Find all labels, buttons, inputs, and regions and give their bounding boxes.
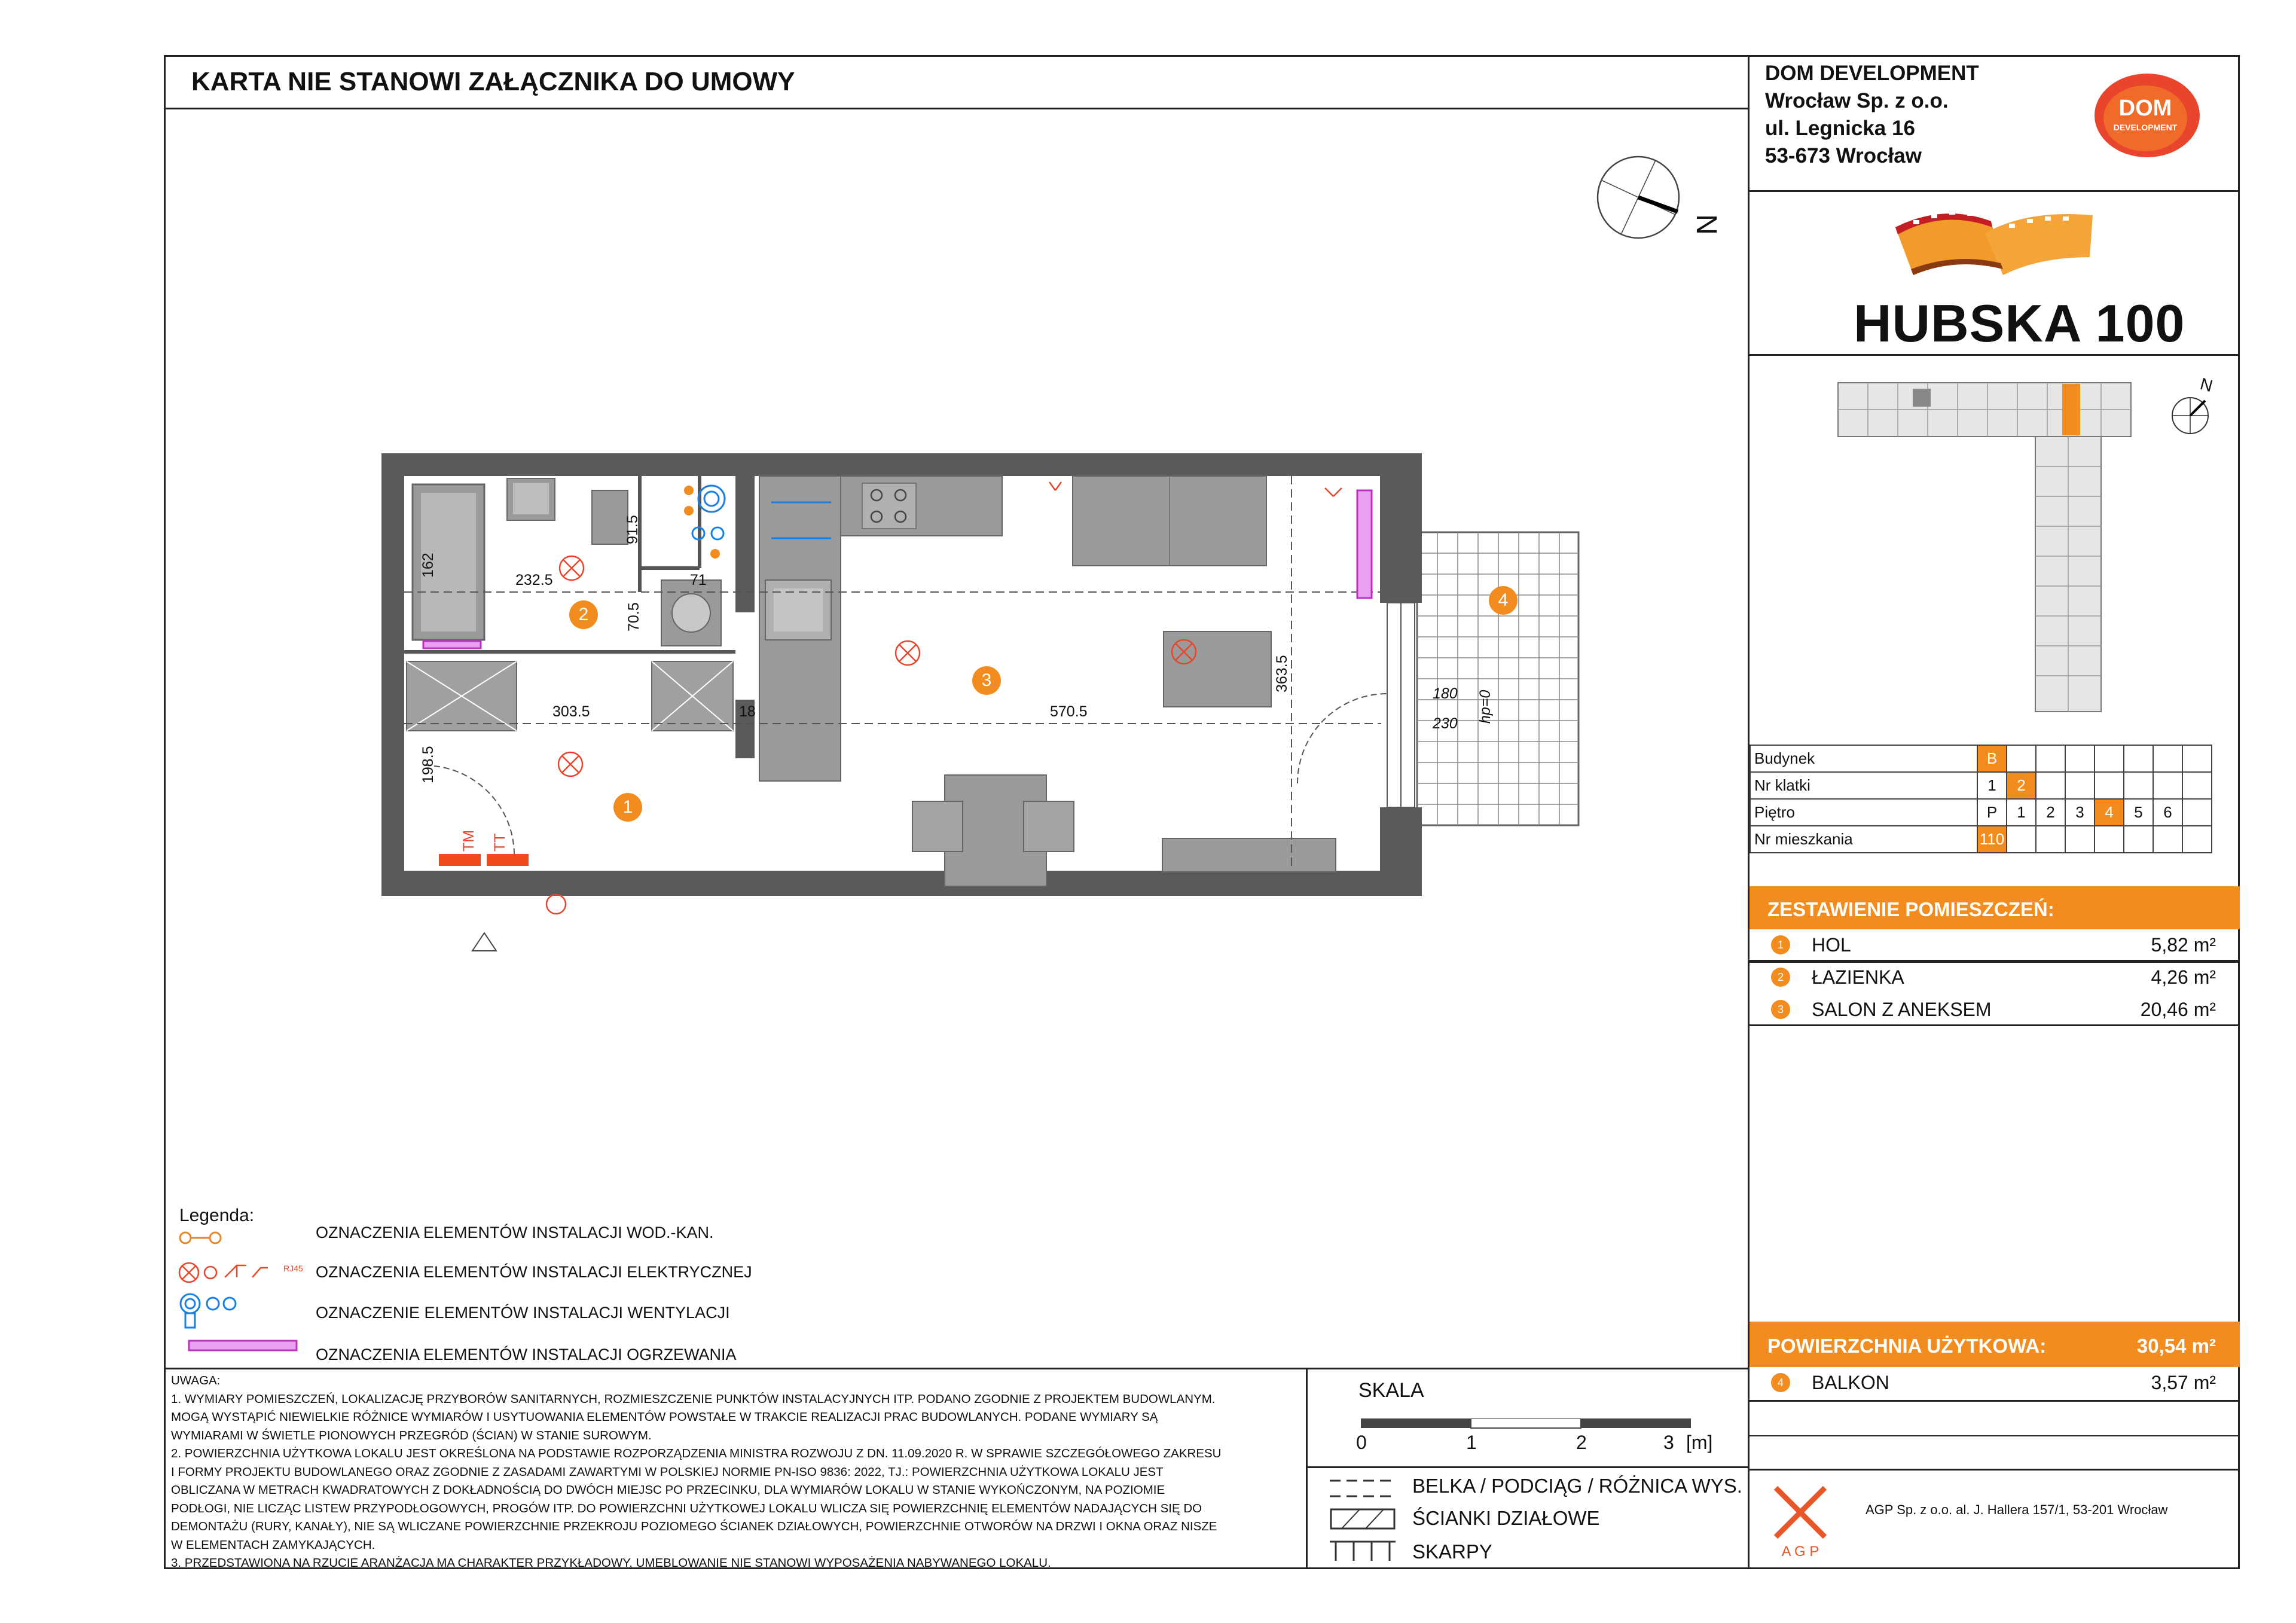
project-divider [1750,354,2240,356]
room-number-badge: 4 [1771,1373,1790,1392]
usable-area-label: POWIERZCHNIA UŻYTKOWA: [1767,1335,2047,1357]
key-plan-compass [2169,389,2217,437]
page-title: KARTA NIE STANOWI ZAŁĄCZNIKA DO UMOWY [191,67,795,96]
scale-bar [1361,1418,1691,1429]
notes-line: W ELEMENTACH ZAMYKAJĄCYCH. [171,1537,375,1552]
table-row [1750,772,2212,799]
dim-91-5: 91.5 [624,515,641,544]
klatka-1: 1 [1977,772,2007,799]
dim-hp: hp=0 [1477,690,1494,724]
room-area: 3,57 m² [2151,1372,2216,1393]
notes-title: UWAGA: [171,1374,221,1387]
mieszkanie-value: 110 [1977,826,2007,853]
logo-text-dom: DOM [2118,96,2172,121]
legend-item-ventilation: OZNACZENIE ELEMENTÓW INSTALACJI WENTYLACJI [316,1304,730,1322]
legend-item-heating: OZNACZENIA ELEMENTÓW INSTALACJI OGRZEWANIA [316,1346,737,1363]
dim-303-5: 303.5 [552,703,590,720]
usable-area-bar [1750,1322,2240,1367]
symbol-belka [1330,1477,1396,1501]
klatka-label: Nr klatki [1750,772,1977,799]
table-row [1750,826,2212,853]
key-plan-highlight [2062,384,2080,435]
dim-162: 162 [420,553,436,578]
scale-title: SKALA [1358,1379,1424,1402]
pietro-6: 6 [2153,799,2182,826]
notes-line: OBLICZANA W METRACH KWADRATOWYCH Z DOKŁADNOŚCIĄ DO DWÓCH MIEJSC PO PRZECINKU, DLA WYMIARÓW LOKALU W STANIE WYKOŃCZONYM, NA POZIOMIE [171,1483,1165,1497]
scale-tick-0: 0 [1356,1432,1367,1453]
room-row-balkon [1750,1367,2240,1402]
film-strip-logo [1889,197,2105,293]
notes-line: WYMIARAMI W ŚWIETLE PIONOWYCH PRZEGRÓD (ŚCIAN) W STANIE SUROWYM. [171,1428,652,1442]
header-divider [164,108,1750,109]
dim-230: 230 [1433,715,1458,732]
klatka-2: 2 [2007,772,2036,799]
symbol-label-scianki: ŚCIANKI DZIAŁOWE [1412,1507,1600,1529]
developer-name: DOM DEVELOPMENT [1765,62,1979,85]
info-table [1750,745,2212,853]
heater [1357,490,1372,598]
room-number-badge: 3 [1771,1000,1790,1019]
dim-570-5: 570.5 [1050,703,1088,720]
developer-street: ul. Legnicka 16 [1765,117,1915,140]
pietro-4: 4 [2095,799,2124,826]
pietro-p: P [1977,799,2007,826]
room-name: HOL [1812,934,1851,956]
legend-title: Legenda: [179,1206,255,1225]
notes-block [171,1372,1301,1573]
scale-tick-2: 2 [1576,1432,1587,1453]
dim-71: 71 [690,572,707,588]
table-row [1750,799,2212,826]
pietro-3: 3 [2065,799,2095,826]
room-badge-4: 4 [1489,586,1518,615]
dev-divider [1750,190,2240,192]
footer-split [1306,1368,1308,1569]
pietro-5: 5 [2124,799,2153,826]
developer-company: Wrocław Sp. z o.o. [1765,89,1949,112]
symbol-label-belka: BELKA / PODCIĄG / RÓŻNICA WYS. [1412,1475,1742,1497]
budynek-label: Budynek [1750,745,1977,772]
balcony-tiles [1417,532,1578,825]
dim-70-5: 70.5 [625,602,642,631]
notes-line: DEMONTAŻU (RURY, KANAŁY), NIE SĄ WLICZANE POWIERZCHNIE PRZEKROJU POZIOMEGO ŚCIANEK DZIAŁOWYCH, POWIERZCHNIE OTWORÓW NA DRZWI I OKNA ORAZ NISZE [171,1520,1217,1533]
room-area: 5,82 m² [2151,934,2216,956]
room-badge-3: 3 [972,666,1001,695]
room-area: 4,26 m² [2151,966,2216,988]
notes-line: 3. PRZEDSTAWIONA NA RZUCIE ARANŻACJA MA CHARAKTER PRZYKŁADOWY, UMEBLOWANIE NIE STANOWI WYPOSAŻENIA NABYWANEGO LOKALU. [171,1556,1051,1570]
room-row-hol [1750,929,2240,962]
pietro-1: 1 [2007,799,2036,826]
pietro-label: Piętro [1750,799,1977,826]
room-name: SALON Z ANEKSEM [1812,999,1992,1020]
legend-symbols [177,1226,309,1357]
symbol-skarpy [1330,1538,1396,1562]
notes-line: 2. POWIERZCHNIA UŻYTKOWA LOKALU JEST OKREŚLONA NA PODSTAWIE ROZPORZĄDZENIA MINISTRA ROZWOJU Z DN. 11.09.2020 R. W SPRAWIE SZCZEGÓŁOWEGO ZAKRESU [171,1447,1222,1460]
compass [1590,150,1686,245]
scale-unit: [m] [1686,1432,1713,1453]
budynek-value: B [1977,745,2007,772]
notes-line: PODŁOGI, NIE LICZĄC LISTEW PRZYPODŁOGOWYCH, PROGÓW ITP. DO POWIERZCHNI UŻYTKOWEJ LOKALU WLICZA SIĘ POWIERZCHNIĘ ELEMENTÓW NADAJĄCYCH SIĘ DO [171,1501,1202,1515]
room-badge-2: 2 [569,600,598,629]
legend-item-wodkan: OZNACZENIA ELEMENTÓW INSTALACJI WOD.-KAN. [316,1224,714,1241]
footer-divider [164,1368,1750,1369]
notes-line: 1. WYMIARY POMIESZCZEŃ, LOKALIZACJĘ PRZYBORÓW SANITARNYCH, ROZMIESZCZENIE PUNKTÓW INSTALACYJNYCH ITP. PODANO ZGODNIE Z PROJEKTEM BUDOWLANYM. [171,1392,1216,1406]
developer-address [1765,60,1979,170]
pietro-2: 2 [2036,799,2065,826]
room-row-salon [1750,994,2240,1026]
notes-line: I FORMY PROJEKTU BUDOWLANEGO ORAZ ZGODNIE Z ZASADAMI ZAWARTYMI W POLSKIEJ NORMIE PN-ISO 9836: 2022, TJ.: POWIERZCHNIA UŻYTKOWA LOKALU JEST [171,1465,1164,1479]
dim-363-5: 363.5 [1274,655,1290,692]
project-name: HUBSKA 100 [1854,294,2185,353]
notes-line: MOGĄ WYSTĄPIĆ NIEWIELKIE RÓŻNICE WYMIARÓW I USYTUOWANIA ELEMENTÓW POWSTAŁE W TRAKCIE REALIZACJI PRAC BUDOWLANYCH. PODANE WYMIARY SĄ [171,1410,1158,1424]
dom-development-logo [2090,71,2204,160]
panel-label-tm: TM [460,829,477,852]
balcony-lower-divider [1750,1435,2240,1436]
room-area: 20,46 m² [2140,999,2216,1020]
legend-rj45: RJ45 [283,1264,303,1273]
dim-18: 18 [739,703,756,720]
room-number-badge: 1 [1771,935,1790,954]
symbol-scianki [1330,1507,1396,1531]
usable-area-value: 30,54 m² [2136,1335,2216,1357]
agp-address: AGP Sp. z o.o. al. J. Hallera 157/1, 53-201 Wrocław [1866,1502,2168,1517]
room-name: BALKON [1812,1372,1889,1393]
dim-198-5: 198.5 [420,746,436,783]
scale-tick-3: 3 [1663,1432,1674,1453]
agp-logo-text: A G P [1781,1543,1819,1560]
logo-text-development: DEVELOPMENT [2113,123,2178,132]
legend-item-electric: OZNACZENIA ELEMENTÓW INSTALACJI ELEKTRYCZNEJ [316,1263,752,1281]
rooms-header [1750,886,2240,929]
dim-232-5: 232.5 [515,572,553,588]
mieszkanie-label: Nr mieszkania [1750,826,1977,853]
room-name: ŁAZIENKA [1812,966,1904,988]
rooms-top-divider [1750,962,2240,963]
agp-logo [1767,1482,1833,1560]
table-row [1750,745,2212,772]
scale-tick-1: 1 [1466,1432,1477,1453]
north-label: N [1690,214,1722,235]
key-plan [1832,377,2143,724]
scale-symbols-divider [1306,1466,1750,1468]
room-row-lazienka [1750,962,2240,994]
key-plan-north-label: N [2198,374,2215,396]
rooms-header-text: ZESTAWIENIE POMIESZCZEŃ: [1767,898,2054,920]
agp-divider [1750,1469,2240,1471]
room-badge-1: 1 [613,793,642,822]
symbol-label-skarpy: SKARPY [1412,1540,1492,1563]
dim-180: 180 [1433,685,1458,702]
panel-label-tt: TT [491,833,508,852]
room-number-badge: 2 [1771,968,1790,987]
developer-city: 53-673 Wrocław [1765,144,1922,167]
